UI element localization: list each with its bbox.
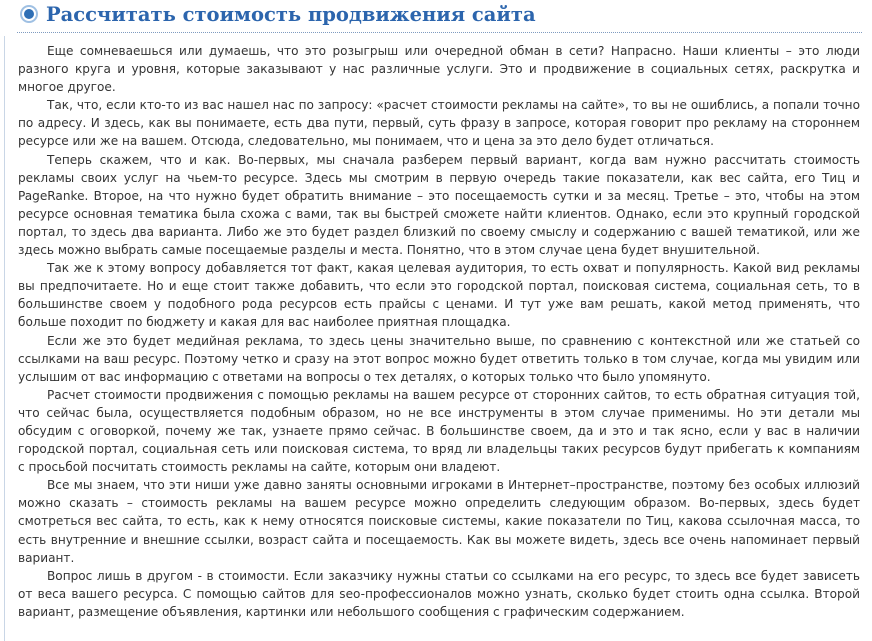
left-border-line: [4, 36, 5, 641]
article-paragraph-2: Так, что, если кто-то из вас нашел нас по запросу: «расчет стоимости рекламы на сайте», то вы не ошиблись, а попали точно по адресу. И здесь, как вы понимаете, есть два пути, первый, суть фразу в запросе, которая говорит про рекламу на стороннем ресурсе или же на вашем. Отсюда, следовательно, мы понимаем, что и цена за это дело будет отличаться.: [18, 98, 860, 149]
article-paragraph-4: Так же к этому вопросу добавляется тот факт, какая целевая аудитория, то есть охват и популярность. Какой вид рекламы вы предпочитаете. Но и еще стоит также добавить, что если это городской портал, поисковая система, социальная сеть, то в большинстве своем у подобного рода ресурсов есть прайсы с ценами. И тут уже вам решать, какой метод применять, что больше походит по бюджету и какая для вас наиболее приятная площадка.: [18, 261, 860, 330]
title-divider: [17, 32, 862, 33]
article-paragraph-6: Расчет стоимости продвижения с помощью рекламы на вашем ресурсе от сторонних сайтов, то есть обратная ситуация той, что сейчас была, осуществляется подобным образом, но не все инструменты в этом случае применимы. Но эти детали мы обсудим с оговоркой, почему же так, узнаете прямо сейчас. В большинстве своем, да и это и так ясно, если у вас в наличии городской портал, социальная сеть или поисковая система, то вряд ли владельцы таких ресурсов будут прибегать к компаниям с просьбой посчитать стоимость рекламы на сайте, которым они владеют.: [18, 387, 860, 475]
article-body: [18, 42, 860, 621]
circle-bullet-icon: [24, 9, 34, 19]
article-paragraph-5: Если же это будет медийная реклама, то здесь цены значительно выше, по сравнению с контекстной или же статьей со ссылками на ваш ресурс. Поэтому четко и сразу на этот вопрос можно будет ответить только в том случае, когда мы увидим или услышим от вас информацию с ответами на вопросы о тех деталях, о которых только что было упомянуто.: [18, 333, 860, 384]
article-paragraph-7: Все мы знаем, что эти ниши уже давно заняты основными игроками в Интернет–пространстве, поэтому без особых иллюзий можно сказать – стоимость рекламы на вашем ресурсе можно определить следующим образом. Во-первых, здесь будет смотреться вес сайта, то есть, как к нему относятся поисковые системы, какие показатели по Тиц, какова ссылочная масса, то есть внутренние и внешние ссылки, возраст сайта и посещаемость. Как вы можете видеть, здесь все очень напоминает первый вариант.: [18, 478, 860, 565]
article-paragraph-1: Еще сомневаешься или думаешь, что это розыгрыш или очередной обман в сети? Напрасно. Наши клиенты – это люди разного круга и уровня, которые заказывают у нас различные услуги. Это и продвижение в социальных сетях, раскрутка и многое другое.: [18, 44, 860, 95]
article-paragraph-8: Вопрос лишь в другом - в стоимости. Если заказчику нужны статьи со ссылками на его ресурс, то здесь все будет зависеть от веса вашего ресурса. С помощью сайтов для seo-профессионалов можно узнать, сколько будет стоить одна ссылка. Второй вариант, размещение объявления, картинки или небольшого сообщения с графическим содержанием.: [18, 568, 860, 619]
page-title: Рассчитать стоимость продвижения сайта: [46, 2, 536, 26]
article-paragraph-3: Теперь скажем, что и как. Во-первых, мы сначала разберем первый вариант, когда вам нужно рассчитать стоимость рекламы своих услуг на чьем-то ресурсе. Здесь мы смотрим в первую очередь такие показатели, как вес сайта, его Тиц и PageRanke. Второе, на что нужно будет обратить внимание – это посещаемость сутки и за месяц. Третье – это, чтобы на этом ресурсе основная тематика была схожа с вами, так вы быстрей сможете найти клиентов. Однако, если это крупный городской портал, то здесь два варианта. Либо же это будет раздел близкий по своему смыслу и содержанию с вашей тематикой, или же здесь можно выбрать самые посещаемые разделы и места. Понятно, что в этом случае цена будет внушительной.: [18, 152, 860, 258]
page-header: [24, 0, 536, 28]
